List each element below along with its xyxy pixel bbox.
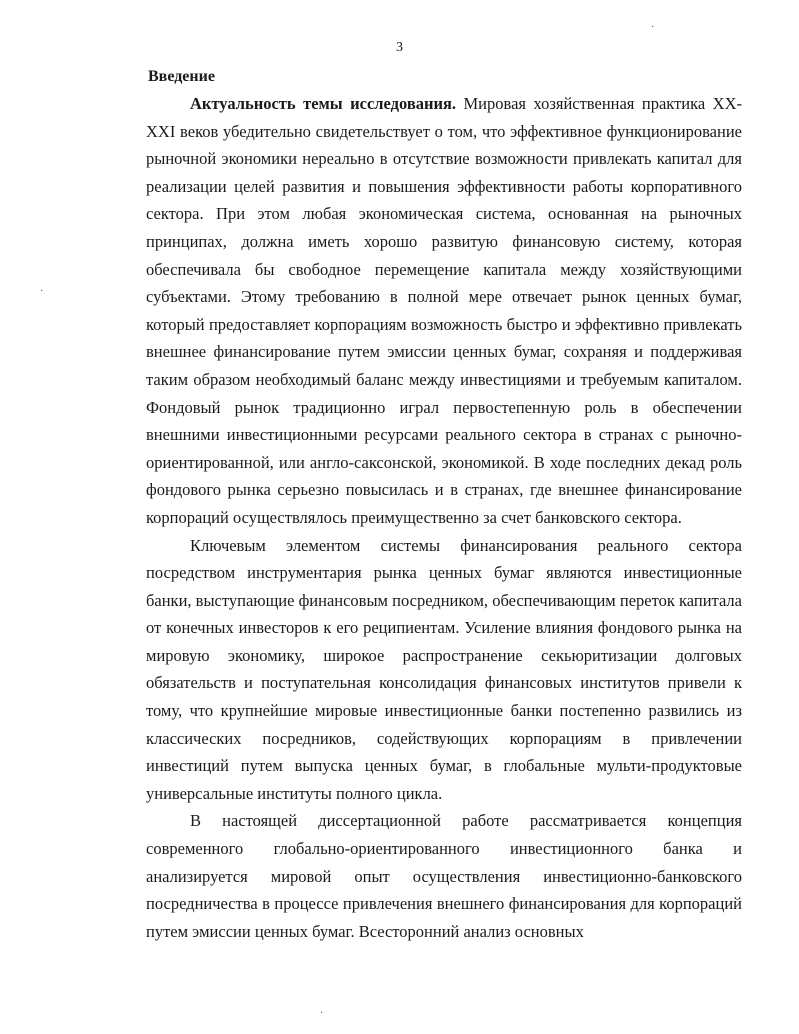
scan-speck-bottom: · — [320, 1008, 324, 1019]
paragraph-1 — [146, 90, 742, 532]
paragraph-3: В настоящей диссертационной работе рассматривается концепция современного глобально-ориентированного инвестиционного банка и анализируется мировой опыт осуществления инвестиционно-банковского посредничества в процессе привлечения внешнего финансирования для корпораций путем эмиссии ценных бумаг. Всесторонний анализ основных — [146, 811, 742, 941]
paragraph-1-text: Мировая хозяйственная практика XX-XXI веков убедительно свидетельствует о том, что эффективное функционирование рыночной экономики нереально в отсутствие возможности привлекать капитал для реализации целей развития и повышения эффективности работы корпоративного сектора. При этом любая экономическая система, основанная на рыночных принципах, должна иметь хорошо развитую финансовую систему, которая обеспечивала бы свободное перемещение капитала между хозяйствующими субъектами. Этому требованию в полной мере отвечает рынок ценных бумаг, который предоставляет корпорациям возможность быстро и эффективно привлекать внешнее финансирование путем эмиссии ценных бумаг, сохраняя и поддерживая таким образом необходимый баланс между инвестициями и требуемым капиталом. Фондовый рынок традиционно играл первостепенную роль в обеспечении внешними инвестиционными ресурсами реального сектора в странах с рыночно-ориентированной, или англо-саксонской, экономикой. В ходе последних декад роль фондового рынка серьезно повысилась и в странах, где внешнее финансирование корпораций осуществлялось преимущественно за счет банковского сектора. — [146, 94, 742, 527]
body-text — [146, 90, 742, 945]
section-heading: Введение — [148, 68, 215, 85]
scan-speck-left-margin: · — [40, 286, 44, 297]
scan-speck-top-right: · — [651, 22, 655, 33]
page-number: 3 — [396, 40, 403, 55]
paragraph-1-lead: Актуальность темы исследования. — [190, 94, 457, 113]
paragraph-2: Ключевым элементом системы финансирования реального сектора посредством инструментария рынка ценных бумаг являются инвестиционные банки, выступающие финансовым посредником, обеспечивающим переток капитала от конечных инвесторов к его реципиентам. Усиление влияния фондового рынка на мировую экономику, широкое распространение секьюритизации долговых обязательств и поступательная консолидация финансовых институтов привели к тому, что крупнейшие мировые инвестиционные банки постепенно развились из классических посредников, содействующих корпорациям в привлечении инвестиций путем выпуска ценных бумаг, в глобальные мульти-продуктовые универсальные институты полного цикла. — [146, 535, 742, 803]
